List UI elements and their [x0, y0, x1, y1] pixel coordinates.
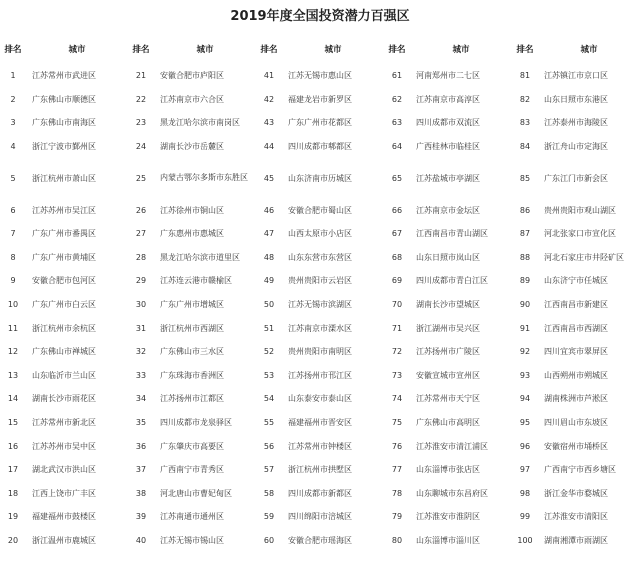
city-cell: 广东惠州市惠城区 — [160, 229, 224, 239]
city-column-header: 城市 — [580, 45, 598, 55]
city-cell: 四川眉山市东坡区 — [544, 418, 608, 428]
rank-cell: 59 — [263, 512, 275, 522]
city-cell: 江苏淮安市淮阴区 — [416, 512, 480, 522]
rank-cell: 61 — [391, 71, 403, 81]
city-cell: 广西南宁市西乡塘区 — [544, 465, 616, 475]
city-cell: 江西南昌市西湖区 — [544, 323, 608, 333]
city-cell: 贵州贵阳市云岩区 — [288, 276, 352, 286]
city-cell: 广东珠海市香洲区 — [160, 370, 224, 380]
table-row — [0, 505, 640, 529]
city-cell: 广东广州市增城区 — [160, 300, 224, 310]
rank-cell: 100 — [517, 535, 533, 545]
table-row — [0, 246, 640, 270]
rank-cell: 53 — [263, 370, 275, 380]
rank-cell: 66 — [391, 205, 403, 215]
rank-cell: 6 — [10, 205, 16, 215]
city-cell: 江苏南通市通州区 — [160, 512, 224, 522]
rank-cell: 20 — [7, 535, 19, 545]
city-cell: 广东佛山市顺德区 — [32, 94, 96, 104]
city-cell: 湖南长沙市雨花区 — [32, 394, 96, 404]
city-cell: 广东广州市番禺区 — [32, 229, 96, 239]
table-row — [0, 411, 640, 435]
table-row — [0, 482, 640, 506]
rank-cell: 65 — [391, 173, 403, 183]
rank-cell: 90 — [519, 300, 531, 310]
rank-cell: 26 — [135, 205, 147, 215]
city-cell: 山东济宁市任城区 — [544, 276, 608, 286]
table-row — [0, 529, 640, 553]
rank-cell: 29 — [135, 276, 147, 286]
city-cell: 浙江杭州市余杭区 — [32, 323, 96, 333]
rank-cell: 34 — [135, 394, 147, 404]
city-cell: 浙江舟山市定海区 — [544, 142, 608, 152]
city-cell: 山东临沂市兰山区 — [32, 370, 96, 380]
rank-cell: 21 — [135, 71, 147, 81]
rank-cell: 78 — [391, 488, 403, 498]
city-cell: 四川成都市新都区 — [288, 488, 352, 498]
city-column-header: 城市 — [452, 45, 470, 55]
rank-cell: 19 — [7, 512, 19, 522]
rank-cell: 13 — [7, 370, 19, 380]
rank-cell: 48 — [263, 252, 275, 262]
table-row — [0, 222, 640, 246]
city-cell: 湖南湘潭市雨湖区 — [544, 535, 608, 545]
rank-cell: 4 — [10, 142, 16, 152]
city-cell: 四川成都市双流区 — [416, 118, 480, 128]
city-column-header: 城市 — [68, 45, 86, 55]
city-cell: 安徽合肥市蜀山区 — [288, 205, 352, 215]
rank-cell: 51 — [263, 323, 275, 333]
table-row — [0, 364, 640, 388]
city-cell: 江苏常州市天宁区 — [416, 394, 480, 404]
city-cell: 湖南长沙市岳麓区 — [160, 142, 224, 152]
rank-cell: 58 — [263, 488, 275, 498]
city-cell: 江苏扬州市广陵区 — [416, 347, 480, 357]
rank-cell: 31 — [135, 323, 147, 333]
rank-cell: 1 — [10, 71, 16, 81]
city-cell: 四川绵阳市涪城区 — [288, 512, 352, 522]
city-cell: 江苏扬州市江都区 — [160, 394, 224, 404]
rank-cell: 43 — [263, 118, 275, 128]
city-cell: 江苏南京市六合区 — [160, 94, 224, 104]
city-cell: 山东聊城市东昌府区 — [416, 488, 488, 498]
city-cell: 河北唐山市曹妃甸区 — [160, 488, 232, 498]
rank-cell: 7 — [10, 229, 16, 239]
city-cell: 山东淄博市张店区 — [416, 465, 480, 475]
city-cell: 四川宜宾市翠屏区 — [544, 347, 608, 357]
city-cell: 广东佛山市南海区 — [32, 118, 96, 128]
city-cell: 安徽宣城市宣州区 — [416, 370, 480, 380]
rank-cell: 23 — [135, 118, 147, 128]
city-column-header: 城市 — [196, 45, 214, 55]
city-cell: 山东泰安市泰山区 — [288, 394, 352, 404]
rank-cell: 5 — [10, 173, 16, 183]
rank-column-header: 排名 — [260, 45, 278, 55]
city-cell: 贵州贵阳市观山湖区 — [544, 205, 616, 215]
city-cell: 四川成都市龙泉驿区 — [160, 418, 232, 428]
city-cell: 福建龙岩市新罗区 — [288, 94, 352, 104]
rank-cell: 50 — [263, 300, 275, 310]
city-cell: 黑龙江哈尔滨市南岗区 — [160, 118, 240, 128]
rank-cell: 73 — [391, 370, 403, 380]
rank-cell: 80 — [391, 535, 403, 545]
rank-cell: 55 — [263, 418, 275, 428]
city-cell: 湖北武汉市洪山区 — [32, 465, 96, 475]
city-cell: 安徽宿州市埇桥区 — [544, 441, 608, 451]
rank-cell: 60 — [263, 535, 275, 545]
rank-cell: 9 — [10, 276, 16, 286]
city-cell: 江苏苏州市吴江区 — [32, 205, 96, 215]
rank-cell: 30 — [135, 300, 147, 310]
table-row — [0, 111, 640, 135]
rank-cell: 10 — [7, 300, 19, 310]
rank-cell: 68 — [391, 252, 403, 262]
table-row — [0, 316, 640, 340]
city-cell: 安徽合肥市包河区 — [32, 276, 96, 286]
rank-cell: 87 — [519, 229, 531, 239]
city-cell: 浙江温州市鹿城区 — [32, 535, 96, 545]
city-cell: 山西朔州市朔城区 — [544, 370, 608, 380]
city-cell: 江西南昌市青山湖区 — [416, 229, 488, 239]
rank-cell: 67 — [391, 229, 403, 239]
city-cell: 贵州贵阳市南明区 — [288, 347, 352, 357]
city-cell: 江苏镇江市京口区 — [544, 71, 608, 81]
rank-cell: 93 — [519, 370, 531, 380]
city-cell: 广西南宁市青秀区 — [160, 465, 224, 475]
city-cell: 江苏南京市溧水区 — [288, 323, 352, 333]
city-cell: 江苏无锡市锡山区 — [160, 535, 224, 545]
ranking-table — [0, 34, 640, 552]
rank-cell: 25 — [135, 173, 147, 183]
city-cell: 山东东营市东营区 — [288, 252, 352, 262]
city-cell: 江苏常州市新北区 — [32, 418, 96, 428]
city-cell: 江苏连云港市赣榆区 — [160, 276, 232, 286]
rank-cell: 22 — [135, 94, 147, 104]
rank-column-header: 排名 — [132, 45, 150, 55]
rank-cell: 94 — [519, 394, 531, 404]
table-row — [0, 434, 640, 458]
rank-cell: 33 — [135, 370, 147, 380]
rank-cell: 96 — [519, 441, 531, 451]
table-row — [0, 387, 640, 411]
rank-cell: 8 — [10, 252, 16, 262]
rank-cell: 36 — [135, 441, 147, 451]
city-cell: 山东淄博市淄川区 — [416, 535, 480, 545]
table-row — [0, 88, 640, 112]
city-cell: 浙江湖州市吴兴区 — [416, 323, 480, 333]
rank-cell: 44 — [263, 142, 275, 152]
rank-cell: 74 — [391, 394, 403, 404]
rank-cell: 17 — [7, 465, 19, 475]
rank-cell: 12 — [7, 347, 19, 357]
table-row — [0, 135, 640, 159]
rank-cell: 86 — [519, 205, 531, 215]
city-cell: 广东佛山市高明区 — [416, 418, 480, 428]
rank-cell: 46 — [263, 205, 275, 215]
table-row — [0, 269, 640, 293]
header-row — [0, 34, 640, 64]
city-cell: 江苏徐州市铜山区 — [160, 205, 224, 215]
rank-cell: 11 — [7, 323, 19, 333]
city-cell: 江苏常州市钟楼区 — [288, 441, 352, 451]
rank-cell: 62 — [391, 94, 403, 104]
rank-cell: 14 — [7, 394, 19, 404]
rank-cell: 79 — [391, 512, 403, 522]
rank-cell: 99 — [519, 512, 531, 522]
city-cell: 江苏淮安市清阳区 — [544, 512, 608, 522]
rank-cell: 70 — [391, 300, 403, 310]
rank-cell: 81 — [519, 71, 531, 81]
city-cell: 江西南昌市新建区 — [544, 300, 608, 310]
rank-cell: 52 — [263, 347, 275, 357]
city-cell: 广东江门市新会区 — [544, 173, 608, 183]
rank-cell: 28 — [135, 252, 147, 262]
table-body — [0, 64, 640, 552]
rank-cell: 47 — [263, 229, 275, 239]
city-cell: 广西桂林市临桂区 — [416, 142, 480, 152]
rank-cell: 2 — [10, 94, 16, 104]
rank-cell: 56 — [263, 441, 275, 451]
rank-cell: 37 — [135, 465, 147, 475]
city-cell: 山西太原市小店区 — [288, 229, 352, 239]
city-cell: 湖南株洲市芦淞区 — [544, 394, 608, 404]
rank-cell: 40 — [135, 535, 147, 545]
rank-cell: 95 — [519, 418, 531, 428]
city-cell: 江苏无锡市惠山区 — [288, 71, 352, 81]
city-cell: 江苏南京市高淳区 — [416, 94, 480, 104]
table-row — [0, 158, 640, 198]
city-cell: 湖南长沙市望城区 — [416, 300, 480, 310]
rank-cell: 18 — [7, 488, 19, 498]
city-cell: 福建福州市鼓楼区 — [32, 512, 96, 522]
rank-cell: 41 — [263, 71, 275, 81]
city-cell: 浙江杭州市西湖区 — [160, 323, 224, 333]
rank-cell: 16 — [7, 441, 19, 451]
rank-cell: 98 — [519, 488, 531, 498]
rank-cell: 83 — [519, 118, 531, 128]
city-cell: 广东肇庆市高要区 — [160, 441, 224, 451]
rank-cell: 75 — [391, 418, 403, 428]
rank-column-header: 排名 — [4, 45, 22, 55]
city-cell: 河北石家庄市井陉矿区 — [544, 252, 624, 262]
table-row — [0, 198, 640, 222]
city-cell: 山东日照市东港区 — [544, 94, 608, 104]
city-cell: 广东佛山市禅城区 — [32, 347, 96, 357]
city-column-header: 城市 — [324, 45, 342, 55]
city-cell: 山东日照市岚山区 — [416, 252, 480, 262]
rank-cell: 71 — [391, 323, 403, 333]
rank-column-header: 排名 — [516, 45, 534, 55]
city-cell: 浙江杭州市拱墅区 — [288, 465, 352, 475]
city-cell: 四川成都市郫都区 — [288, 142, 352, 152]
city-cell: 江苏南京市金坛区 — [416, 205, 480, 215]
rank-cell: 49 — [263, 276, 275, 286]
city-cell: 安徽合肥市庐阳区 — [160, 71, 224, 81]
rank-cell: 69 — [391, 276, 403, 286]
city-cell: 浙江宁波市鄞州区 — [32, 142, 96, 152]
rank-cell: 42 — [263, 94, 275, 104]
city-cell: 河北张家口市宣化区 — [544, 229, 616, 239]
rank-cell: 45 — [263, 173, 275, 183]
city-cell: 内蒙古鄂尔多斯市东胜区 — [160, 173, 248, 183]
city-cell: 江苏淮安市清江浦区 — [416, 441, 488, 451]
city-cell: 广东广州市花都区 — [288, 118, 352, 128]
rank-cell: 92 — [519, 347, 531, 357]
city-cell: 黑龙江哈尔滨市道里区 — [160, 252, 240, 262]
table-row — [0, 340, 640, 364]
rank-cell: 54 — [263, 394, 275, 404]
city-cell: 福建福州市晋安区 — [288, 418, 352, 428]
rank-cell: 35 — [135, 418, 147, 428]
rank-cell: 3 — [10, 118, 16, 128]
rank-column-header: 排名 — [388, 45, 406, 55]
rank-cell: 88 — [519, 252, 531, 262]
city-cell: 浙江金华市婺城区 — [544, 488, 608, 498]
city-cell: 江苏扬州市邗江区 — [288, 370, 352, 380]
city-cell: 江苏苏州市吴中区 — [32, 441, 96, 451]
city-cell: 江苏常州市武进区 — [32, 71, 96, 81]
city-cell: 安徽合肥市瑶海区 — [288, 535, 352, 545]
rank-cell: 27 — [135, 229, 147, 239]
rank-cell: 15 — [7, 418, 19, 428]
table-row — [0, 293, 640, 317]
rank-cell: 57 — [263, 465, 275, 475]
rank-cell: 77 — [391, 465, 403, 475]
city-cell: 广东佛山市三水区 — [160, 347, 224, 357]
city-cell: 浙江杭州市萧山区 — [32, 173, 96, 183]
city-cell: 山东济南市历城区 — [288, 173, 352, 183]
city-cell: 江苏盐城市亭湖区 — [416, 173, 480, 183]
rank-cell: 91 — [519, 323, 531, 333]
rank-cell: 63 — [391, 118, 403, 128]
rank-cell: 64 — [391, 142, 403, 152]
rank-cell: 32 — [135, 347, 147, 357]
rank-cell: 76 — [391, 441, 403, 451]
city-cell: 广东广州市黄埔区 — [32, 252, 96, 262]
rank-cell: 85 — [519, 173, 531, 183]
rank-cell: 38 — [135, 488, 147, 498]
rank-cell: 89 — [519, 276, 531, 286]
city-cell: 广东广州市白云区 — [32, 300, 96, 310]
city-cell: 四川成都市青白江区 — [416, 276, 488, 286]
rank-cell: 24 — [135, 142, 147, 152]
rank-cell: 82 — [519, 94, 531, 104]
rank-cell: 97 — [519, 465, 531, 475]
page-title: 2019年度全国投资潜力百强区 — [230, 9, 410, 24]
city-cell: 江苏泰州市海陵区 — [544, 118, 608, 128]
table-row — [0, 458, 640, 482]
rank-cell: 84 — [519, 142, 531, 152]
city-cell: 河南郑州市二七区 — [416, 71, 480, 81]
table-row — [0, 64, 640, 88]
city-cell: 江苏无锡市滨湖区 — [288, 300, 352, 310]
rank-cell: 39 — [135, 512, 147, 522]
city-cell: 江西上饶市广丰区 — [32, 488, 96, 498]
rank-cell: 72 — [391, 347, 403, 357]
